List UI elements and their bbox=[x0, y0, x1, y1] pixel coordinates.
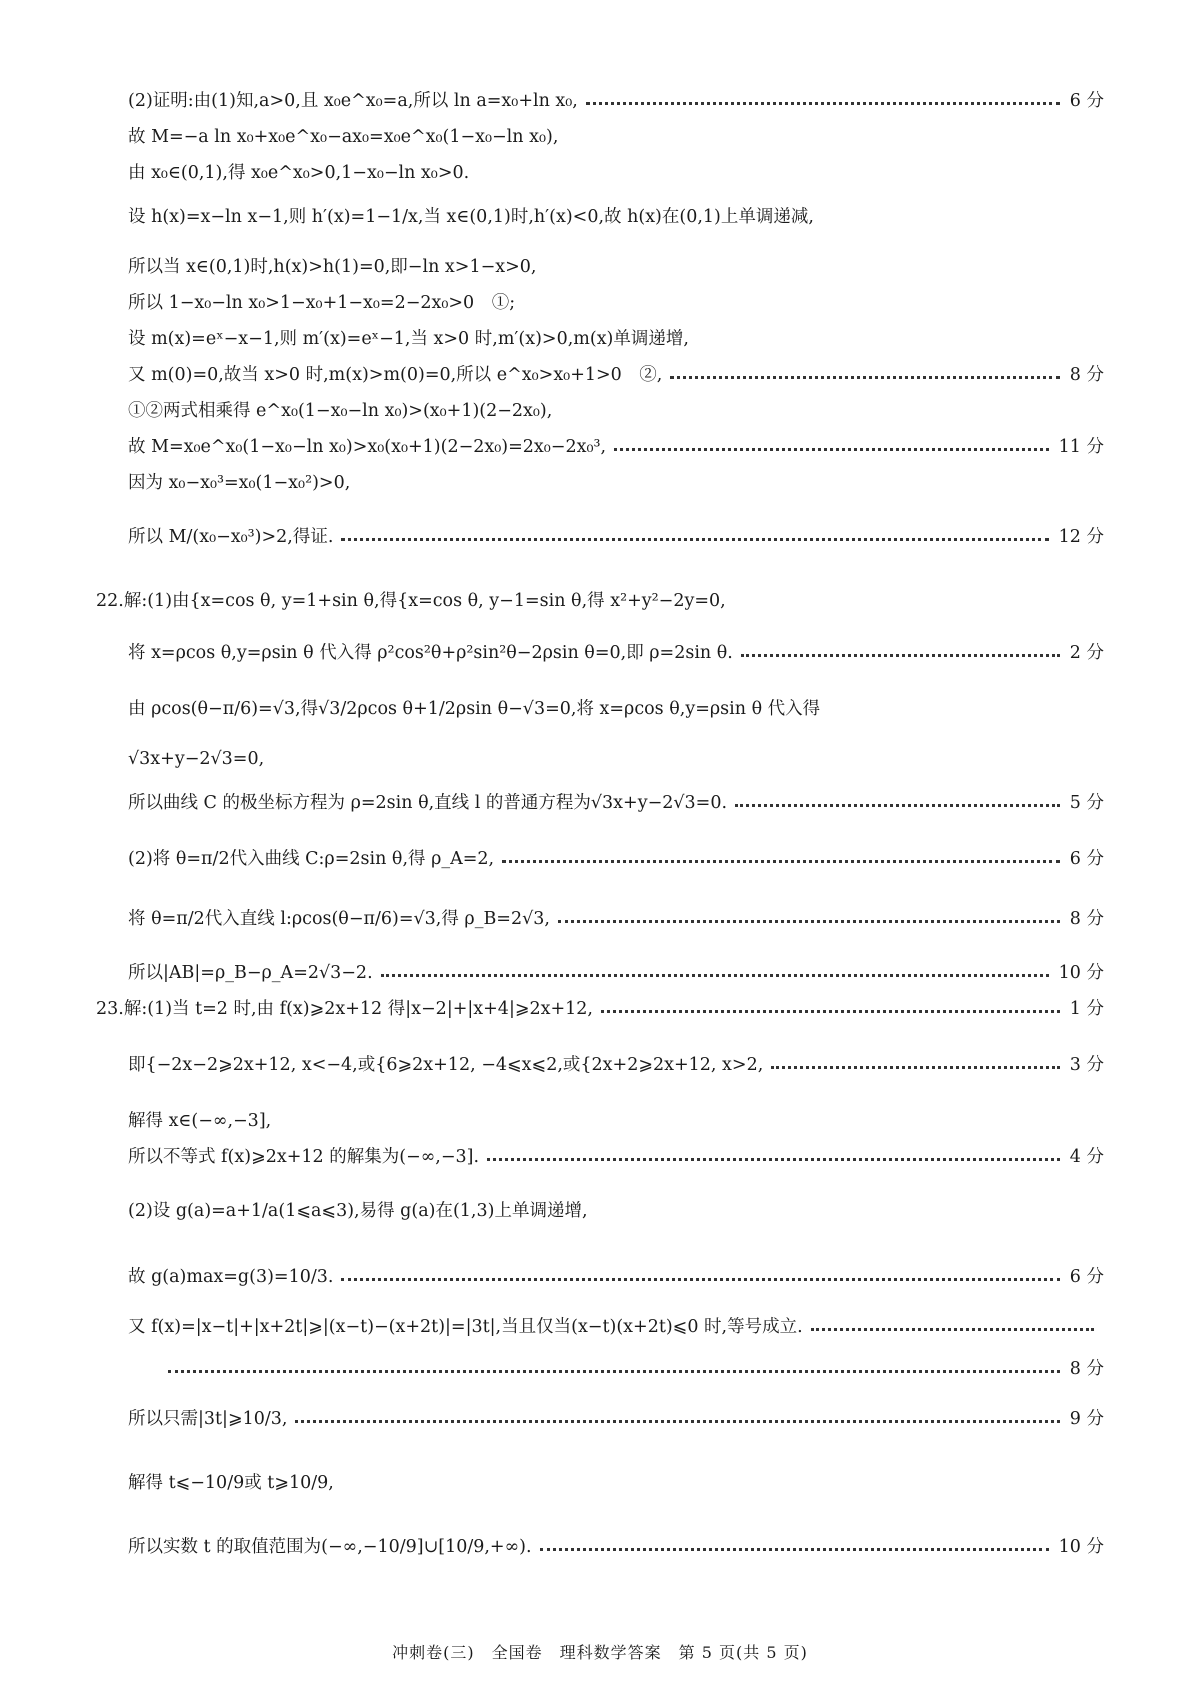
answer-line bbox=[128, 124, 1104, 150]
line-text: 将 x=ρcos θ,y=ρsin θ 代入得 ρ²cos²θ+ρ²sin²θ−2ρsin θ=0,即 ρ=2sin θ. bbox=[128, 643, 733, 663]
answer-line bbox=[128, 1108, 1104, 1134]
answer-line bbox=[128, 1264, 1104, 1290]
answer-line bbox=[128, 746, 1104, 772]
line-text: √3x+y−2√3=0, bbox=[128, 749, 265, 769]
page-footer: 冲刺卷(三) 全国卷 理科数学答案 第 5 页(共 5 页) bbox=[392, 1643, 808, 1662]
points-label: 3 分 bbox=[1069, 1055, 1104, 1075]
line-text: 又 f(x)=|x−t|+|x+2t|⩾|(x−t)−(x+2t)|=|3t|,当且仅当(x−t)(x+2t)⩽0 时,等号成立. bbox=[128, 1317, 803, 1337]
line-text: (2)设 g(a)=a+1/a(1⩽a⩽3),易得 g(a)在(1,3)上单调递增, bbox=[128, 1201, 588, 1221]
line-text: 故 M=x₀e^x₀(1−x₀−ln x₀)>x₀(x₀+1)(2−2x₀)=2x₀−2x₀³, bbox=[128, 437, 607, 457]
line-text: 将 θ=π/2代入直线 l:ρcos(θ−π/6)=√3,得 ρ_B=2√3, bbox=[128, 909, 550, 929]
points-label: 1 分 bbox=[1069, 999, 1104, 1019]
line-text: 所以曲线 C 的极坐标方程为 ρ=2sin θ,直线 l 的普通方程为√3x+y−2√3=0. bbox=[128, 793, 728, 813]
answer-line bbox=[128, 696, 1104, 722]
line-text: 所以只需|3t|⩾10/3, bbox=[128, 1409, 288, 1429]
line-text: 所以 M/(x₀−x₀³)>2,得证. bbox=[128, 527, 334, 547]
answer-line bbox=[128, 1356, 1104, 1382]
answer-line bbox=[128, 960, 1104, 986]
answer-line bbox=[128, 524, 1104, 550]
answer-line bbox=[128, 160, 1104, 186]
points-label: 2 分 bbox=[1069, 643, 1104, 663]
points-label: 11 分 bbox=[1058, 437, 1104, 457]
line-text: ①②两式相乘得 e^x₀(1−x₀−ln x₀)>(x₀+1)(2−2x₀), bbox=[128, 401, 553, 421]
answer-line bbox=[128, 1052, 1104, 1078]
line-text: 故 g(a)max=g(3)=10/3. bbox=[128, 1267, 334, 1287]
line-text: 由 ρcos(θ−π/6)=√3,得√3/2ρcos θ+1/2ρsin θ−√3=0,将 x=ρcos θ,y=ρsin θ 代入得 bbox=[128, 699, 821, 719]
answer-line bbox=[128, 470, 1104, 496]
answer-line bbox=[128, 254, 1104, 280]
answer-line bbox=[128, 640, 1104, 666]
line-text: 所以当 x∈(0,1)时,h(x)>h(1)=0,即−ln x>1−x>0, bbox=[128, 257, 537, 277]
line-text: 因为 x₀−x₀³=x₀(1−x₀²)>0, bbox=[128, 473, 351, 493]
line-text: 23.解:(1)当 t=2 时,由 f(x)⩾2x+12 得|x−2|+|x+4|⩾2x+12, bbox=[96, 999, 593, 1019]
line-text: 设 m(x)=eˣ−x−1,则 m′(x)=eˣ−1,当 x>0 时,m′(x)>0,m(x)单调递增, bbox=[128, 329, 689, 349]
line-text: 即{−2x−2⩾2x+12, x<−4,或{6⩾2x+12, −4⩽x⩽2,或{2x+2⩾2x+12, x>2, bbox=[128, 1055, 764, 1075]
answer-line bbox=[128, 434, 1104, 460]
points-label: 8 分 bbox=[1069, 365, 1104, 385]
answer-line bbox=[128, 790, 1104, 816]
points-label: 9 分 bbox=[1069, 1409, 1104, 1429]
answer-line bbox=[128, 1534, 1104, 1560]
answer-line bbox=[128, 204, 1104, 230]
line-text: 设 h(x)=x−ln x−1,则 h′(x)=1−1/x,当 x∈(0,1)时,h′(x)<0,故 h(x)在(0,1)上单调递减, bbox=[128, 207, 814, 227]
points-label: 6 分 bbox=[1069, 849, 1104, 869]
points-label: 5 分 bbox=[1069, 793, 1104, 813]
answer-line bbox=[96, 588, 1104, 614]
line-text: 所以实数 t 的取值范围为(−∞,−10/9]∪[10/9,+∞). bbox=[128, 1537, 532, 1557]
answer-line bbox=[128, 398, 1104, 424]
points-label: 6 分 bbox=[1069, 1267, 1104, 1287]
points-label: 10 分 bbox=[1058, 1537, 1104, 1557]
answer-line bbox=[128, 290, 1104, 316]
points-label: 8 分 bbox=[1069, 1359, 1104, 1379]
answer-line bbox=[128, 1470, 1104, 1496]
line-text: (2)将 θ=π/2代入曲线 C:ρ=2sin θ,得 ρ_A=2, bbox=[128, 849, 495, 869]
line-text: 故 M=−a ln x₀+x₀e^x₀−ax₀=x₀e^x₀(1−x₀−ln x₀), bbox=[128, 127, 559, 147]
points-label: 12 分 bbox=[1058, 527, 1104, 547]
line-text: 解得 t⩽−10/9或 t⩾10/9, bbox=[128, 1473, 334, 1493]
answer-line bbox=[128, 88, 1104, 114]
answer-line bbox=[128, 846, 1104, 872]
line-text: 所以 1−x₀−ln x₀>1−x₀+1−x₀=2−2x₀>0 ①; bbox=[128, 293, 516, 313]
answer-line bbox=[128, 1314, 1104, 1340]
answer-line bbox=[128, 326, 1104, 352]
points-label: 10 分 bbox=[1058, 963, 1104, 983]
line-text: (2)证明:由(1)知,a>0,且 x₀e^x₀=a,所以 ln a=x₀+ln x₀, bbox=[128, 91, 578, 111]
points-label: 4 分 bbox=[1069, 1147, 1104, 1167]
answer-line bbox=[128, 1144, 1104, 1170]
line-text: 由 x₀∈(0,1),得 x₀e^x₀>0,1−x₀−ln x₀>0. bbox=[128, 163, 470, 183]
answer-line bbox=[128, 906, 1104, 932]
line-text: 解得 x∈(−∞,−3], bbox=[128, 1111, 272, 1131]
answer-line bbox=[128, 362, 1104, 388]
points-label: 8 分 bbox=[1069, 909, 1104, 929]
line-text: 22.解:(1)由{x=cos θ, y=1+sin θ,得{x=cos θ, y−1=sin θ,得 x²+y²−2y=0, bbox=[96, 591, 726, 611]
line-text: 所以|AB|=ρ_B−ρ_A=2√3−2. bbox=[128, 963, 373, 983]
answer-line bbox=[128, 1198, 1104, 1224]
line-text: 又 m(0)=0,故当 x>0 时,m(x)>m(0)=0,所以 e^x₀>x₀+1>0 ②, bbox=[128, 365, 663, 385]
line-text: 所以不等式 f(x)⩾2x+12 的解集为(−∞,−3]. bbox=[128, 1147, 480, 1167]
answer-line bbox=[96, 996, 1104, 1022]
points-label: 6 分 bbox=[1069, 91, 1104, 111]
answer-line bbox=[128, 1406, 1104, 1432]
